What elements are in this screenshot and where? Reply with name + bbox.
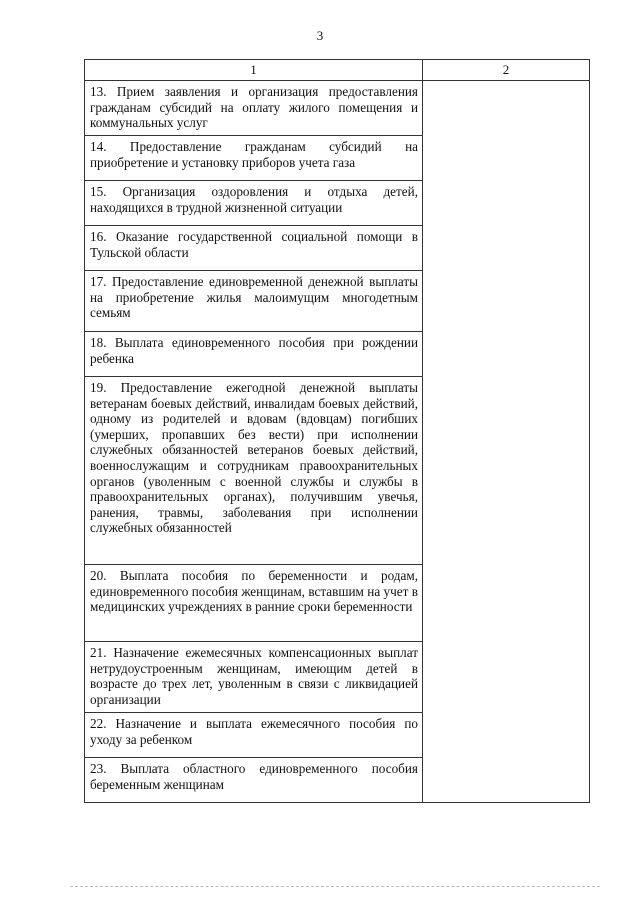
table-row (85, 81, 590, 136)
service-cell: 16. Оказание государственной социальной помощи в Тульской области (85, 226, 423, 271)
services-table (84, 59, 590, 803)
column-2-empty-cell (423, 81, 590, 803)
service-cell: 14. Предоставление гражданам субсидий на приобретение и установку приборов учета газа (85, 136, 423, 181)
service-cell: 20. Выплата пособия по беременности и родам, единовременного пособия женщинам, вставшим на учет в медицинских учреждениях в ранние сроки беременности (85, 565, 423, 642)
column-header-1: 1 (85, 60, 423, 81)
service-cell: 17. Предоставление единовременной денежной выплаты на приобретение жилья малоимущим многодетным семьям (85, 271, 423, 332)
service-cell: 23. Выплата областного единовременного пособия беременным женщинам (85, 758, 423, 803)
service-cell: 19. Предоставление ежегодной денежной выплаты ветеранам боевых действий, инвалидам боевых действий, одному из родителей и вдовам (вдовцам) погибших (умерших, пропавших без вести) при исполнении служебных обязанностей ветеранов боевых действий, военнослужащим и сотрудникам правоохранительных органов (уволенным с военной службы и службы в правоохранительных органах), получившим увечья, ранения, травмы, заболевания при исполнении служебных обязанностей (85, 377, 423, 565)
service-cell: 22. Назначение и выплата ежемесячного пособия по уходу за ребенком (85, 713, 423, 758)
column-header-2: 2 (423, 60, 590, 81)
service-cell: 21. Назначение ежемесячных компенсационных выплат нетрудоустроенным женщинам, имеющим детей в возрасте до трех лет, уволенным в связи с ликвидацией организации (85, 642, 423, 713)
table-header-row (85, 60, 590, 81)
scan-bottom-edge (70, 886, 600, 887)
service-cell: 13. Прием заявления и организация предоставления гражданам субсидий на оплату жилого помещения и коммунальных услуг (85, 81, 423, 136)
service-cell: 18. Выплата единовременного пособия при рождении ребенка (85, 332, 423, 377)
page-number: 3 (316, 28, 324, 43)
service-cell: 15. Организация оздоровления и отдыха детей, находящихся в трудной жизненной ситуации (85, 181, 423, 226)
